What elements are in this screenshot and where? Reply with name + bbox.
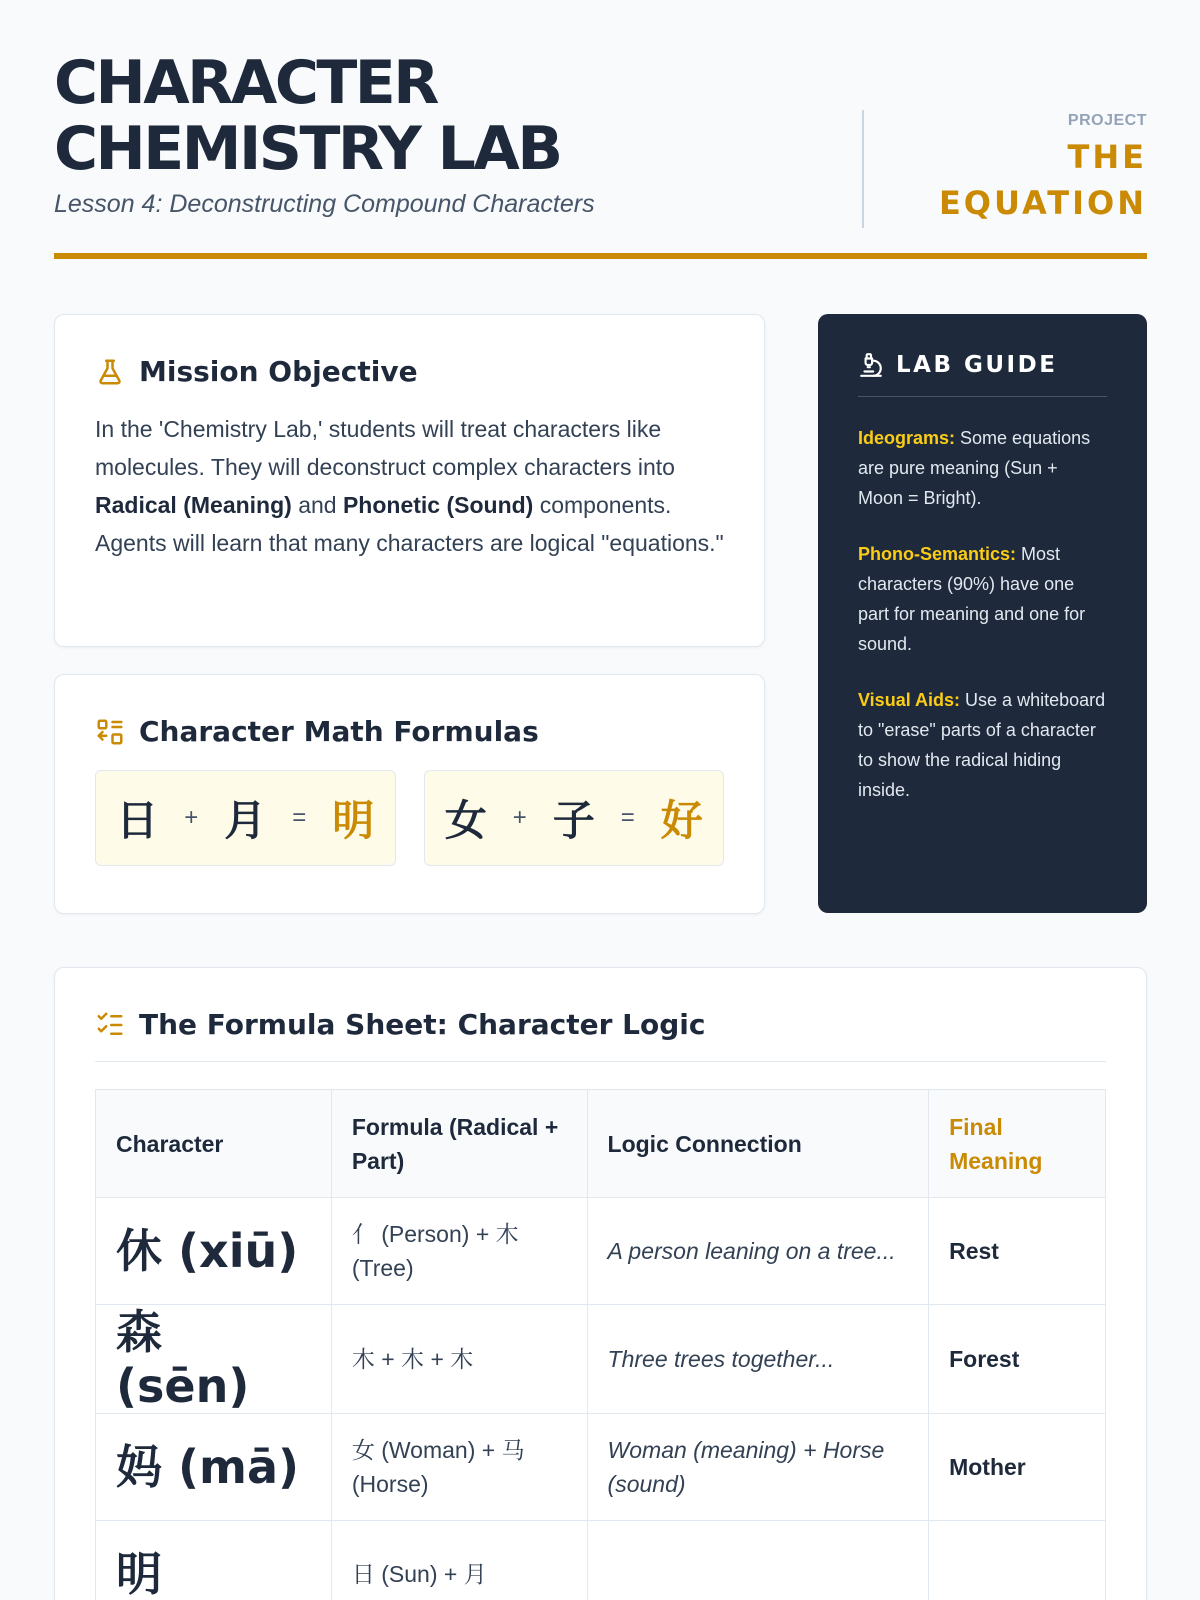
microscope-icon (858, 352, 884, 378)
table-row (96, 1198, 1106, 1305)
cell-logic: Three trees together... (587, 1305, 929, 1414)
column-header-formula: Formula (Radical + Part) (331, 1090, 587, 1198)
cell-formula: 亻 (Person) + 木 (Tree) (331, 1198, 587, 1305)
formula-part-a: 女 (444, 796, 487, 845)
header-rule (54, 253, 1147, 259)
guide-item-label: Ideograms: (858, 428, 956, 448)
mission-objective-card (54, 314, 765, 647)
flask-icon (95, 357, 125, 387)
checklist-icon (95, 1010, 125, 1040)
guide-item-phono-semantics (858, 539, 1107, 659)
cell-character: 休 (xiū) (96, 1198, 332, 1305)
page-header (54, 50, 1147, 260)
guide-item-label: Phono-Semantics: (858, 544, 1017, 564)
column-header-logic: Logic Connection (587, 1090, 929, 1198)
guide-item-label: Visual Aids: (858, 690, 961, 710)
guide-item-text: Use a whiteboard to "erase" parts of a character to show the radical hiding inside. (858, 690, 1106, 800)
project-label: PROJECT (1067, 112, 1147, 129)
column-header-character: Character (96, 1090, 332, 1198)
lab-guide-panel (818, 314, 1147, 913)
plus-sign: + (512, 804, 527, 831)
table-row (96, 1305, 1106, 1414)
formula-sheet-title-row (95, 1008, 1106, 1062)
mission-title: Mission Objective (139, 355, 418, 388)
equals-sign: = (620, 804, 635, 831)
cell-logic: Woman (meaning) + Horse (sound) (587, 1414, 929, 1521)
guide-item-text: Some equations are pure meaning (Sun + Moon = Bright). (858, 428, 1091, 508)
mission-radical-term: Radical (Meaning) (95, 492, 292, 518)
table-header-row (96, 1090, 1106, 1198)
cell-logic: A person leaning on a tree... (587, 1198, 929, 1305)
lab-guide-title-row (858, 352, 1107, 397)
cell-formula: 日 (Sun) + 月 (331, 1521, 587, 1600)
mission-text-2: components. Agents will learn that many characters are logical "equations." (95, 492, 724, 556)
page-title: CHARACTER CHEMISTRY LAB (54, 48, 561, 184)
cell-meaning: Mother (929, 1414, 1106, 1521)
header-divider (862, 110, 864, 228)
guide-item-visual-aids (858, 685, 1107, 805)
column-header-final-meaning: Final Meaning (929, 1090, 1106, 1198)
project-name: THE EQUATION (938, 138, 1147, 222)
cell-character: 明 (96, 1521, 332, 1600)
formula-part-b: 月 (224, 796, 267, 845)
formula-part-a: 日 (116, 796, 159, 845)
cell-character: 妈 (mā) (96, 1414, 332, 1521)
formula-list (95, 770, 724, 866)
plus-sign: + (184, 804, 199, 831)
formulas-title-row (95, 715, 724, 748)
mission-phonetic-term: Phonetic (Sound) (342, 492, 534, 518)
formula-sheet-card (54, 967, 1147, 1600)
cell-formula: 女 (Woman) + 马 (Horse) (331, 1414, 587, 1521)
mission-title-row (95, 355, 724, 388)
cell-meaning: Forest (929, 1305, 1106, 1414)
cell-logic (587, 1521, 929, 1600)
formula-sheet-title: The Formula Sheet: Character Logic (139, 1008, 706, 1041)
cell-meaning: Rest (929, 1198, 1106, 1305)
page-subtitle: Lesson 4: Deconstructing Compound Characters (54, 190, 595, 218)
table-row (96, 1521, 1106, 1600)
formula-box (424, 770, 725, 866)
cell-character: 森 (sēn) (96, 1305, 332, 1414)
formula-result: 好 (660, 796, 703, 845)
guide-item-ideograms (858, 423, 1107, 513)
mission-description (95, 410, 724, 562)
character-math-card (54, 674, 765, 914)
formulas-title: Character Math Formulas (139, 715, 539, 748)
cell-meaning (929, 1521, 1106, 1600)
formula-box (95, 770, 396, 866)
formula-table (95, 1089, 1106, 1600)
mission-text-1: In the 'Chemistry Lab,' students will treat characters like molecules. They will deconstruct complex characters into (95, 416, 675, 480)
formula-result: 明 (332, 796, 375, 845)
guide-item-text: Most characters (90%) have one part for meaning and one for sound. (858, 544, 1086, 654)
formula-part-b: 子 (552, 796, 595, 845)
lab-guide-title: LAB GUIDE (896, 352, 1058, 378)
equals-sign: = (292, 804, 307, 831)
cell-formula: 木 + 木 + 木 (331, 1305, 587, 1414)
mission-and: and (291, 492, 343, 518)
transform-icon (95, 717, 125, 747)
table-row (96, 1414, 1106, 1521)
